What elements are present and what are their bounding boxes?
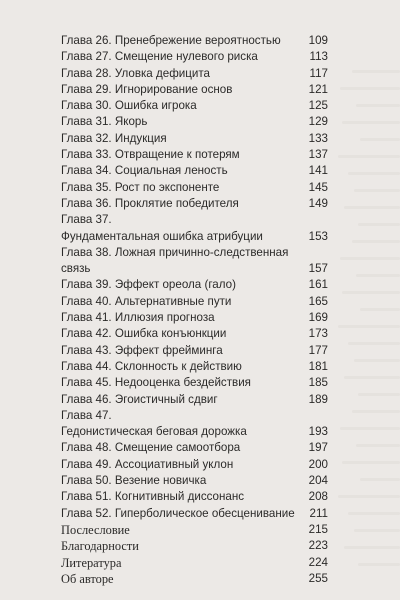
toc-entry-chapter (61, 131, 328, 147)
page-number: 145 (308, 180, 328, 194)
toc-entry-chapter (61, 196, 328, 212)
chapter-title: Гедонистическая беговая дорожка (61, 425, 247, 439)
page-number: 181 (308, 359, 328, 373)
show-through-line (342, 121, 400, 124)
toc-entry-chapter (61, 310, 328, 326)
show-through-line (352, 240, 400, 243)
show-through-line (360, 138, 400, 141)
toc-entry-chapter (61, 114, 328, 130)
page-number: 165 (308, 294, 328, 308)
show-through-line (358, 393, 400, 396)
chapter-title: Эгоистичный сдвиг (114, 392, 218, 406)
show-through-line (354, 529, 400, 532)
chapter-title: Альтернативные пути (114, 294, 232, 308)
show-through-line (356, 104, 400, 107)
chapter-number: Глава 32. (61, 131, 112, 145)
chapter-number: Глава 26. (61, 34, 112, 47)
chapter-number: Глава 40. (61, 294, 112, 308)
toc-entry-chapter (61, 212, 328, 245)
chapter-title: Смещение нулевого риска (114, 50, 258, 64)
chapter-number: Глава 44. (61, 359, 112, 373)
toc-entry-chapter (61, 408, 328, 441)
chapter-number: Глава 46. (61, 392, 112, 406)
page-number: 109 (308, 34, 328, 47)
show-through-line (352, 70, 400, 73)
chapter-number: Глава 48. (61, 441, 112, 455)
page-number: 149 (308, 196, 328, 210)
chapter-title: Социальная леность (114, 164, 228, 178)
toc-entry-chapter (61, 457, 328, 473)
toc-entry-backmatter (61, 522, 328, 538)
show-through-line (338, 495, 400, 498)
show-through-line (358, 563, 400, 566)
show-through-line (338, 155, 400, 158)
toc-entry-chapter (61, 82, 328, 98)
toc-entry-chapter (61, 473, 328, 489)
toc-entry-chapter (61, 277, 328, 293)
chapter-number: Глава 49. (61, 457, 112, 471)
toc-entry-chapter (61, 49, 328, 65)
chapter-number: Глава 42. (61, 327, 112, 341)
page-number: 189 (308, 392, 328, 406)
toc-entry-chapter (61, 245, 328, 278)
chapter-number: Глава 43. (61, 343, 112, 357)
chapter-number: Глава 38. (61, 245, 112, 259)
chapter-title: Гиперболическое обесценивание (114, 506, 295, 520)
page-number: 157 (308, 262, 328, 276)
chapter-title: Ассоциативный уклон (114, 457, 234, 471)
show-through-line (344, 206, 400, 209)
chapter-title: Игнорирование основ (114, 82, 233, 96)
chapter-number: Глава 33. (61, 148, 112, 162)
chapter-number: Глава 34. (61, 164, 112, 178)
chapter-title: Рост по экспоненте (114, 180, 220, 194)
chapter-title: Иллюзия прогноза (114, 311, 215, 325)
page-number: 255 (308, 571, 328, 585)
toc-entry-chapter (61, 98, 328, 114)
show-through-line (348, 172, 400, 175)
chapter-number: Глава 27. (61, 50, 112, 64)
chapter-title: Фундаментальная ошибка атрибуции (61, 229, 263, 243)
show-through-line (340, 427, 400, 430)
page-number: 169 (308, 311, 328, 325)
chapter-number: Глава 31. (61, 115, 112, 129)
show-through-line (344, 376, 400, 379)
page-number: 223 (308, 539, 328, 553)
show-through-line (340, 257, 400, 260)
chapter-title: Индукция (114, 131, 167, 145)
page-number: 137 (308, 148, 328, 162)
page-number: 211 (309, 506, 328, 520)
chapter-number: Глава 35. (61, 180, 112, 194)
page-number: 113 (309, 50, 328, 64)
page-number: 173 (308, 327, 328, 341)
toc-entry-chapter (61, 440, 328, 456)
toc-entry-chapter (61, 359, 328, 375)
chapter-title: Недооценка бездействия (114, 376, 251, 390)
chapter-title: Уловка дефицита (114, 66, 210, 80)
chapter-title: Когнитивный диссонанс (114, 490, 245, 504)
toc-entry-chapter (61, 180, 328, 196)
show-through-line (340, 87, 400, 90)
toc-entry-backmatter (61, 538, 328, 554)
chapter-title: Эффект ореола (гало) (114, 278, 236, 292)
page-number: 133 (308, 131, 328, 145)
backmatter-title: Благодарности (61, 539, 139, 554)
page-number: 153 (308, 229, 328, 243)
toc-entry-chapter (61, 506, 328, 522)
chapter-title: Смещение самоотбора (114, 441, 241, 455)
chapter-title: Склонность к действию (114, 359, 242, 373)
show-through-line (338, 325, 400, 328)
show-through-line (342, 291, 400, 294)
show-through-line (354, 189, 400, 192)
chapter-title: Эффект фрейминга (114, 343, 223, 357)
page-number: 193 (308, 425, 328, 439)
chapter-title: Ложная причинно-следственная связь (61, 245, 289, 276)
show-through-line (356, 274, 400, 277)
toc-entry-backmatter (61, 555, 328, 571)
chapter-title: Проклятие победителя (114, 196, 239, 210)
chapter-number: Глава 45. (61, 376, 112, 390)
chapter-number: Глава 50. (61, 474, 112, 488)
page-number: 204 (308, 474, 328, 488)
toc-entry-chapter (61, 326, 328, 342)
chapter-number: Глава 39. (61, 278, 112, 292)
page-number: 129 (308, 115, 328, 129)
show-through-line (342, 461, 400, 464)
chapter-number: Глава 51. (61, 490, 112, 504)
show-through-line (348, 342, 400, 345)
show-through-line (354, 359, 400, 362)
toc-entry-chapter (61, 489, 328, 505)
page-number: 161 (308, 278, 328, 292)
show-through-line (360, 308, 400, 311)
toc-entry-chapter (61, 163, 328, 179)
page-number: 200 (308, 457, 328, 471)
show-through-line (352, 410, 400, 413)
page-number: 117 (309, 66, 328, 80)
chapter-title: Якорь (114, 115, 148, 129)
backmatter-title: Об авторе (61, 571, 114, 586)
table-of-contents (61, 33, 328, 587)
toc-entry-chapter (61, 294, 328, 310)
page-number: 125 (308, 99, 328, 113)
backmatter-title: Литература (61, 555, 122, 570)
page-number: 197 (308, 441, 328, 455)
chapter-number: Глава 28. (61, 66, 112, 80)
page-number: 121 (308, 82, 328, 96)
show-through-line (356, 444, 400, 447)
chapter-title: Везение новичка (114, 474, 207, 488)
chapter-title: Пренебрежение вероятностью (114, 34, 281, 47)
page-number: 215 (308, 522, 328, 536)
chapter-title: Отвращение к потерям (114, 148, 240, 162)
page-number: 224 (308, 555, 328, 569)
toc-entry-chapter (61, 392, 328, 408)
show-through-line (344, 546, 400, 549)
chapter-number: Глава 41. (61, 311, 112, 325)
chapter-number: Глава 37. (61, 213, 112, 227)
page-number: 141 (308, 164, 328, 178)
page-number: 185 (308, 376, 328, 390)
toc-entry-chapter (61, 33, 328, 49)
toc-entry-backmatter (61, 571, 328, 587)
chapter-title: Ошибка игрока (114, 99, 197, 113)
chapter-number: Глава 29. (61, 82, 112, 96)
chapter-number: Глава 52. (61, 506, 112, 520)
page-number: 177 (308, 343, 328, 357)
toc-entry-chapter (61, 343, 328, 359)
page-number: 208 (308, 490, 328, 504)
chapter-number: Глава 36. (61, 196, 112, 210)
backmatter-title: Послесловие (61, 522, 130, 537)
toc-entry-chapter (61, 375, 328, 391)
show-through-line (358, 223, 400, 226)
toc-entry-chapter (61, 147, 328, 163)
chapter-number: Глава 47. (61, 408, 112, 422)
chapter-number: Глава 30. (61, 99, 112, 113)
chapter-title: Ошибка конъюнкции (114, 327, 227, 341)
show-through-line (360, 478, 400, 481)
toc-entry-chapter (61, 66, 328, 82)
show-through-line (348, 512, 400, 515)
